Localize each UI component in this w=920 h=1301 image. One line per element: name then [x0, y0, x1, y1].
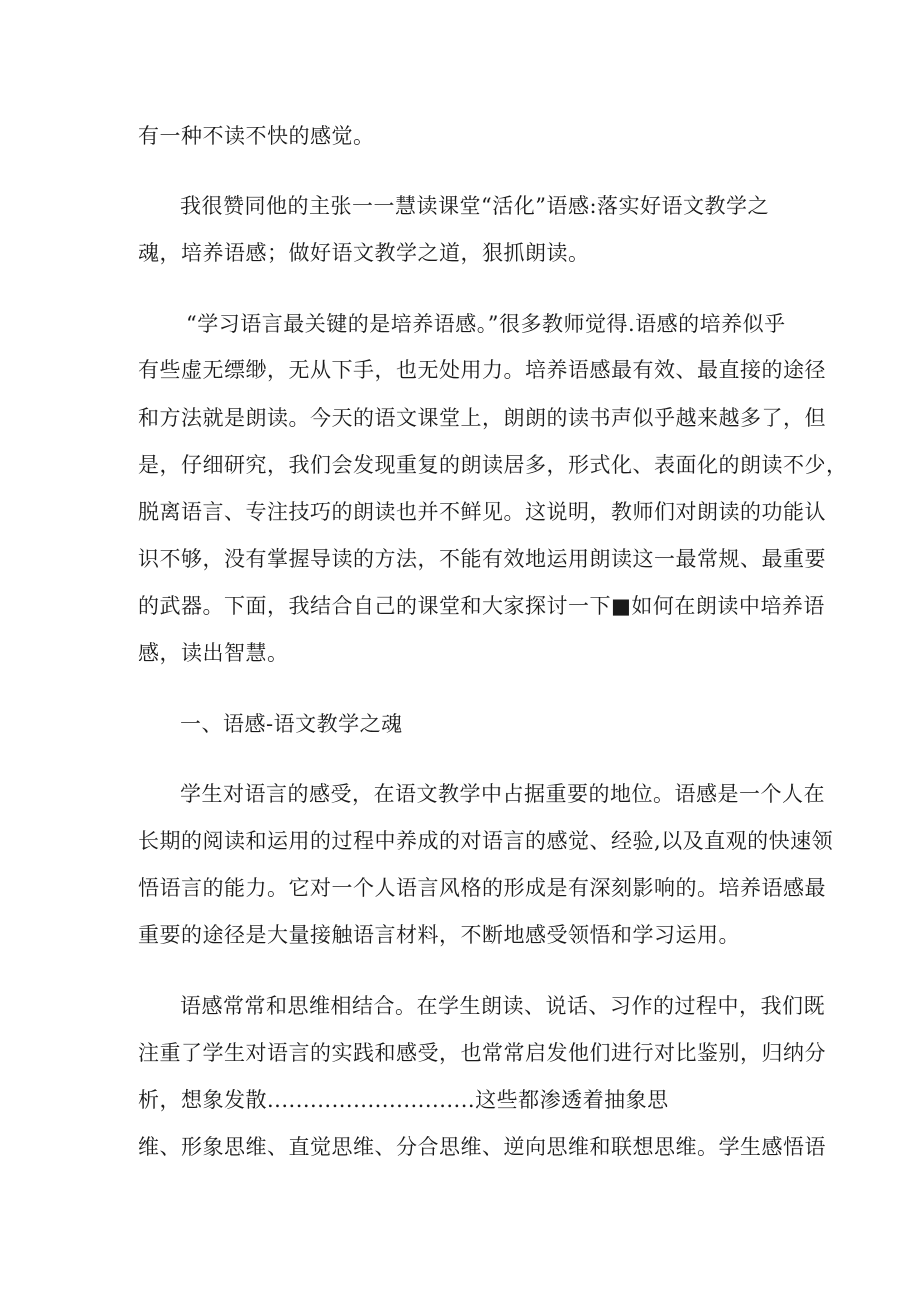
paragraph-line: 悟语言的能力。它对一个人语言风格的形成是有深刻影响的。培养语感最	[138, 876, 826, 900]
paragraph-line: 注重了学生对语言的实践和感受，也常常启发他们进行对比鉴别，归纳分	[138, 1041, 826, 1065]
paragraph-line: 重要的途径是大量接触语言材料，不断地感受领悟和学习运用。	[138, 923, 740, 947]
paragraph-line: 维、形象思维、直觉思维、分合思维、逆向思维和联想思维。学生感悟语	[138, 1135, 826, 1159]
paragraph-line: 感，读出智慧。	[138, 641, 289, 665]
paragraph-line: 长期的阅读和运用的过程中养成的对语言的感觉、经验,以及直观的快速领	[138, 829, 834, 853]
paragraph-line: 语感常常和思维相结合。在学生朗读、说话、习作的过程中，我们既	[180, 994, 825, 1018]
paragraph-line: 有些虚无缥缈，无从下手，也无处用力。培养语感最有效、最直接的途径	[138, 358, 826, 382]
paragraph-line: 学生对语言的感受，在语文教学中占据重要的地位。语感是一个人在	[180, 782, 825, 806]
paragraph-line: 有一种不读不快的感觉。	[138, 124, 375, 148]
paragraph-line: 识不够，没有掌握导读的方法，不能有效地运用朗读这一最常规、最重要	[138, 547, 826, 571]
paragraph-line: 和方法就是朗读。今天的语文课堂上，朗朗的读书声似乎越来越多了，但	[138, 406, 826, 430]
section-heading: 一、语感-语文教学之魂	[180, 712, 403, 736]
paragraph-line: 我很赞同他的主张一一慧读课堂“活化”语感:落实好语文教学之	[180, 194, 770, 218]
paragraph-line: 是，仔细研究，我们会发现重复的朗读居多，形式化、表面化的朗读不少，	[138, 453, 848, 477]
paragraph-line: “学习语言最关键的是培养语感。”很多教师觉得.语感的培养似乎	[186, 312, 786, 336]
paragraph-line: 的武器。下面，我结合自己的课堂和大家探讨一下■如何在朗读中培养语	[138, 594, 825, 618]
paragraph-line: 脱离语言、专注技巧的朗读也并不鲜见。这说明，教师们对朗读的功能认	[138, 500, 826, 524]
paragraph-line: 析，想象发散.............................这些都渗透着抽象思	[138, 1088, 669, 1112]
paragraph-line: 魂，培养语感；做好语文教学之道，狠抓朗读。	[138, 241, 590, 265]
